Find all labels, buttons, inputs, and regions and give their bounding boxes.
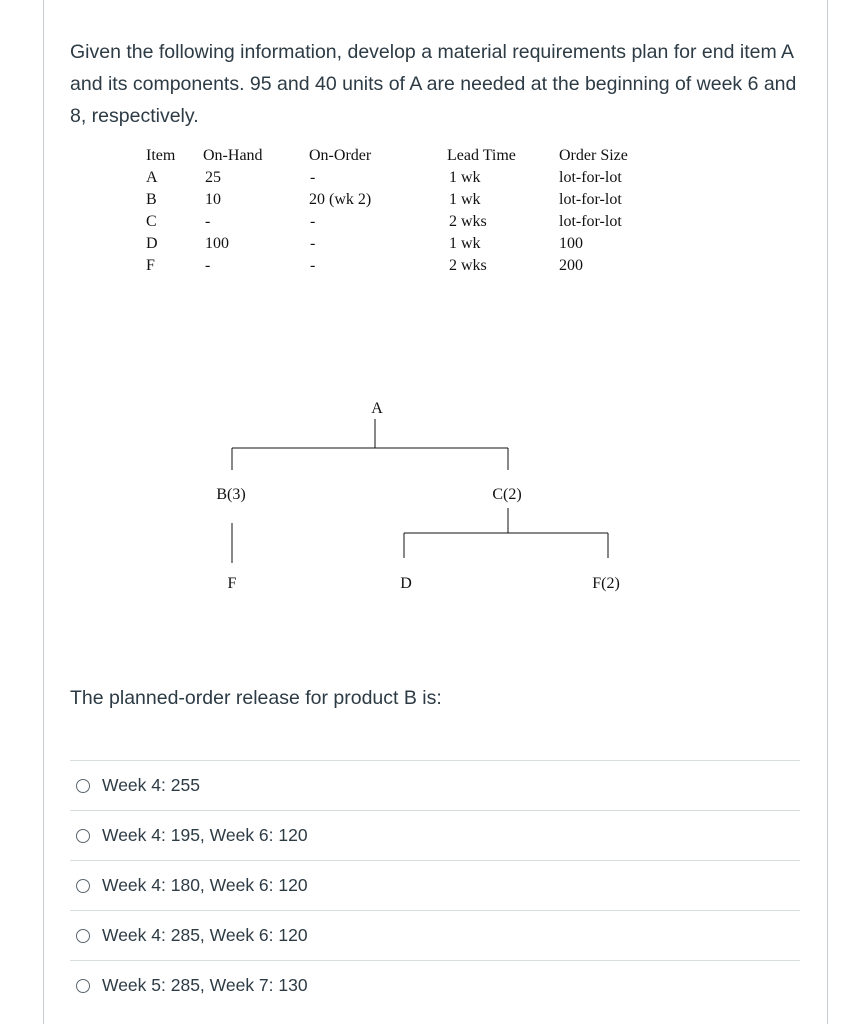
question-text: Given the following information, develop a material requirements plan for end item A and its components. 95 and 40 units of A are needed at the beginning of week 6 and 8, respectively. xyxy=(70,41,797,127)
row-c-item: C xyxy=(146,213,157,230)
row-c-order-size: lot-for-lot xyxy=(559,213,622,230)
tree-node-f2: F(2) xyxy=(592,575,620,592)
row-d-order-size: 100 xyxy=(559,235,583,252)
row-a-on-order: - xyxy=(310,169,316,186)
row-d-lead-time: 1 wk xyxy=(449,235,481,252)
row-b-lead-time: 1 wk xyxy=(449,191,481,208)
tree-node-f: F xyxy=(227,575,237,592)
tree-node-c: C(2) xyxy=(492,486,522,503)
row-b-on-hand: 10 xyxy=(205,191,221,208)
radio-button[interactable] xyxy=(76,929,90,943)
radio-button[interactable] xyxy=(76,979,90,993)
answer-prompt: The planned-order release for product B is: xyxy=(70,687,442,709)
option-1[interactable] xyxy=(70,761,800,810)
option-2[interactable] xyxy=(70,811,800,860)
option-label: Week 4: 285, Week 6: 120 xyxy=(102,925,308,945)
row-f-item: F xyxy=(146,257,155,274)
option-label: Week 4: 180, Week 6: 120 xyxy=(102,875,308,895)
row-f-order-size: 200 xyxy=(559,257,583,274)
tree-node-a: A xyxy=(371,400,383,417)
option-5[interactable] xyxy=(70,961,800,1010)
header-on-hand: On-Hand xyxy=(203,147,263,164)
radio-button[interactable] xyxy=(76,879,90,893)
row-b-on-order: 20 (wk 2) xyxy=(309,191,372,208)
row-a-on-hand: 25 xyxy=(205,169,221,186)
radio-button[interactable] xyxy=(76,829,90,843)
option-3[interactable] xyxy=(70,861,800,910)
row-d-on-order: - xyxy=(310,235,316,252)
option-4[interactable] xyxy=(70,911,800,960)
row-a-lead-time: 1 wk xyxy=(449,169,481,186)
header-order-size: Order Size xyxy=(559,147,628,164)
answer-options xyxy=(70,760,800,1010)
option-label: Week 5: 285, Week 7: 130 xyxy=(102,975,308,995)
row-b-item: B xyxy=(146,191,157,208)
row-f-on-hand: - xyxy=(205,257,211,274)
header-on-order: On-Order xyxy=(309,147,372,164)
header-lead-time: Lead Time xyxy=(447,147,516,164)
row-f-on-order: - xyxy=(310,257,316,274)
row-c-lead-time: 2 wks xyxy=(449,213,487,230)
tree-node-d: D xyxy=(400,575,412,592)
row-a-order-size: lot-for-lot xyxy=(559,169,622,186)
row-a-item: A xyxy=(146,169,158,186)
tree-node-b: B(3) xyxy=(216,486,246,503)
row-c-on-hand: - xyxy=(205,213,211,230)
option-label: Week 4: 195, Week 6: 120 xyxy=(102,825,308,845)
row-d-on-hand: 100 xyxy=(205,235,229,252)
row-d-item: D xyxy=(146,235,158,252)
row-b-order-size: lot-for-lot xyxy=(559,191,622,208)
radio-button[interactable] xyxy=(76,779,90,793)
row-f-lead-time: 2 wks xyxy=(449,257,487,274)
header-item: Item xyxy=(146,147,176,164)
option-label: Week 4: 255 xyxy=(102,775,200,795)
row-c-on-order: - xyxy=(310,213,316,230)
